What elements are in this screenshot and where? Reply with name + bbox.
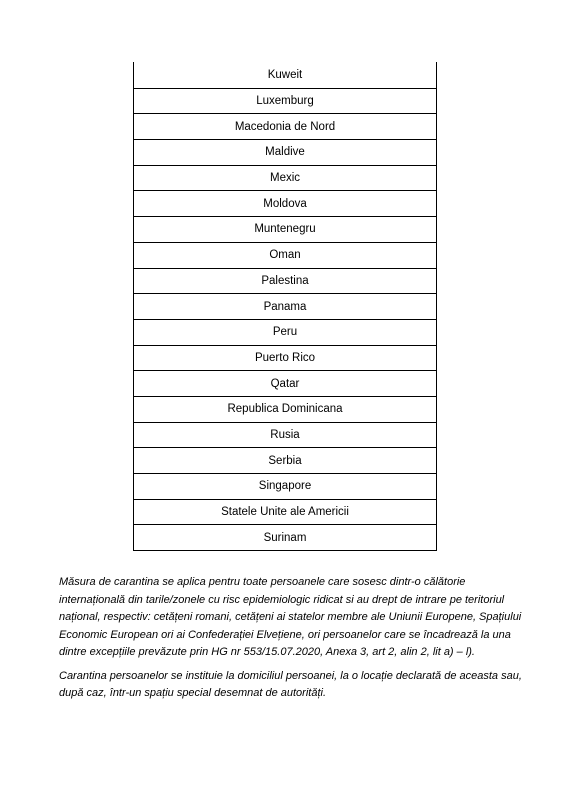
table-row bbox=[134, 165, 436, 191]
country-name: Statele Unite ale Americii bbox=[221, 506, 349, 519]
table-row bbox=[134, 370, 436, 396]
country-name: Serbia bbox=[268, 454, 302, 467]
country-name: Luxemburg bbox=[256, 95, 314, 108]
quarantine-measure-paragraph: Măsura de carantina se aplica pentru toate persoanele care sosesc dintr-o călătorie internațională din tarile/zonele cu risc epidemiologic ridicat si au drept de intrare pe teritoriul național, respectiv: cetățeni romani, cetățeni ai statelor membre ale Uniunii Europene, Spațiului Economic European ori ai Confederației Elvețiene, ori persoanelor care se încadrează la una dintre excepțiile prevăzute prin HG nr 553/15.07.2020, Anexa 3, art 2, alin 2, lit a) – l). bbox=[59, 576, 522, 658]
country-name: Republica Dominicana bbox=[227, 403, 343, 416]
country-name: Muntenegru bbox=[254, 223, 316, 236]
quarantine-notes bbox=[59, 574, 531, 709]
country-name: Surinam bbox=[263, 531, 307, 544]
country-name: Kuweit bbox=[267, 68, 303, 81]
country-name: Mexic bbox=[269, 172, 301, 185]
country-name: Oman bbox=[269, 249, 301, 262]
table-row bbox=[134, 293, 436, 319]
country-name: Moldova bbox=[263, 197, 307, 210]
country-name: Peru bbox=[272, 326, 298, 339]
table-row bbox=[134, 319, 436, 345]
country-name: Singapore bbox=[258, 480, 312, 493]
table-row bbox=[134, 524, 436, 550]
table-row bbox=[134, 139, 436, 165]
table-row bbox=[134, 113, 436, 139]
table-row bbox=[134, 473, 436, 499]
table-row bbox=[134, 190, 436, 216]
table-row bbox=[134, 447, 436, 473]
table-row bbox=[134, 268, 436, 294]
countries-table bbox=[133, 62, 437, 551]
quarantine-location-paragraph: Carantina persoanelor se instituie la domiciliul persoanei, la o locație declarată de aceasta sau, după caz, într-un spațiu special desemnat de autorități. bbox=[59, 669, 522, 699]
country-name: Macedonia de Nord bbox=[234, 120, 336, 133]
table-row bbox=[134, 422, 436, 448]
table-row bbox=[134, 396, 436, 422]
country-name: Rusia bbox=[270, 428, 300, 441]
country-name: Qatar bbox=[270, 377, 300, 390]
table-row bbox=[134, 216, 436, 242]
table-row bbox=[134, 242, 436, 268]
table-row bbox=[134, 88, 436, 114]
country-name: Puerto Rico bbox=[254, 351, 316, 364]
table-row bbox=[134, 345, 436, 371]
table-row bbox=[134, 499, 436, 525]
country-name: Palestina bbox=[261, 274, 309, 287]
country-name: Panama bbox=[263, 300, 307, 313]
country-name: Maldive bbox=[265, 146, 305, 159]
table-row bbox=[134, 62, 436, 88]
